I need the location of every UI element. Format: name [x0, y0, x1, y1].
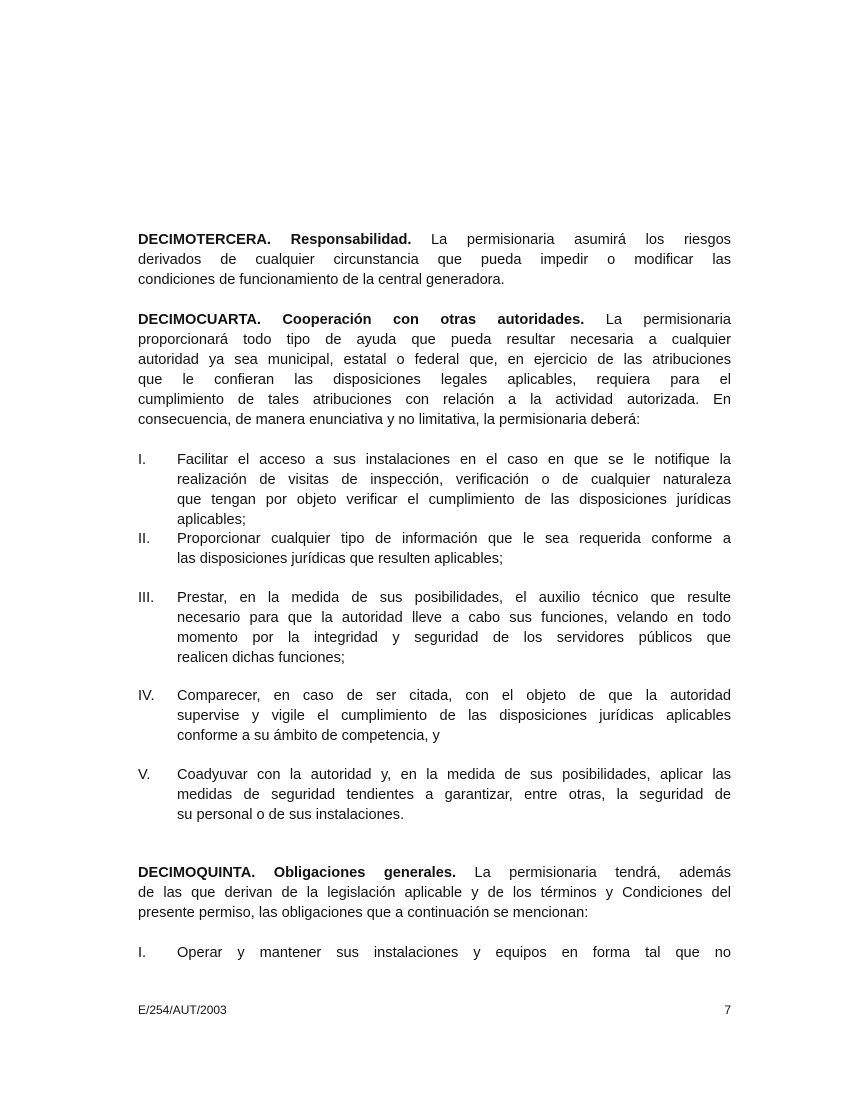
paragraph-line: autoridad ya sea municipal, estatal o federal que, en ejercicio de las atribuciones: [138, 352, 731, 368]
section-decimocuarta: DECIMOCUARTA. Cooperación con otras autoridades. La permisionaria proporcionará todo tipo de ayuda que pueda resultar necesaria a cualquier autoridad ya sea municipal, estatal o federal que, en ejercicio de las atribuciones que le confieran las disposiciones legales aplicables, requiera para el cumplimiento de tales atribuciones con relación a la actividad autorizada. En consecuencia, de manera enunciativa y no limitativa, la permisionaria deberá:: [138, 312, 731, 428]
section-decimoquinta: DECIMOQUINTA. Obligaciones generales. La permisionaria tendrá, además de las que derivan de la legislación aplicable y de los términos y Condiciones del presente permiso, las obligaciones que a continuación se mencionan:: [138, 865, 732, 921]
paragraph-line: derivados de cualquier circunstancia que pueda impedir o modificar las: [138, 252, 731, 268]
list-numeral: II.: [138, 531, 151, 547]
section-heading: DECIMOCUARTA. Cooperación con otras autoridades.: [138, 312, 585, 328]
list-numeral: I.: [138, 945, 147, 961]
paragraph-line: proporcionará todo tipo de ayuda que pueda resultar necesaria a cualquier: [138, 332, 731, 348]
paragraph-line: de las que derivan de la legislación aplicable y de los términos y Condiciones del: [138, 885, 731, 901]
paragraph-line: cumplimiento de tales atribuciones con relación a la actividad autorizada. En: [138, 392, 731, 408]
footer-reference: E/254/AUT/2003: [138, 1003, 227, 1017]
section-heading: DECIMOQUINTA. Obligaciones generales.: [138, 865, 457, 881]
section-decimotercera: DECIMOTERCERA. Responsabilidad. La permisionaria asumirá los riesgos derivados de cualquier circunstancia que pueda impedir o modificar las condiciones de funcionamiento de la central generadora.: [138, 232, 731, 288]
paragraph-line: consecuencia, de manera enunciativa y no limitativa, la permisionaria deberá:: [138, 412, 641, 428]
paragraph-line: presente permiso, las obligaciones que a continuación se mencionan:: [138, 905, 589, 921]
section-heading: DECIMOTERCERA. Responsabilidad.: [138, 232, 412, 248]
paragraph-line: condiciones de funcionamiento de la central generadora.: [138, 272, 505, 288]
page-number: 7: [724, 1003, 731, 1017]
paragraph-line: que le confieran las disposiciones legales aplicables, requiera para el: [138, 372, 731, 388]
list-numeral: V.: [138, 767, 151, 783]
list-numeral: IV.: [138, 688, 155, 704]
list-numeral: III.: [138, 590, 155, 606]
list-numeral: I.: [138, 452, 147, 468]
